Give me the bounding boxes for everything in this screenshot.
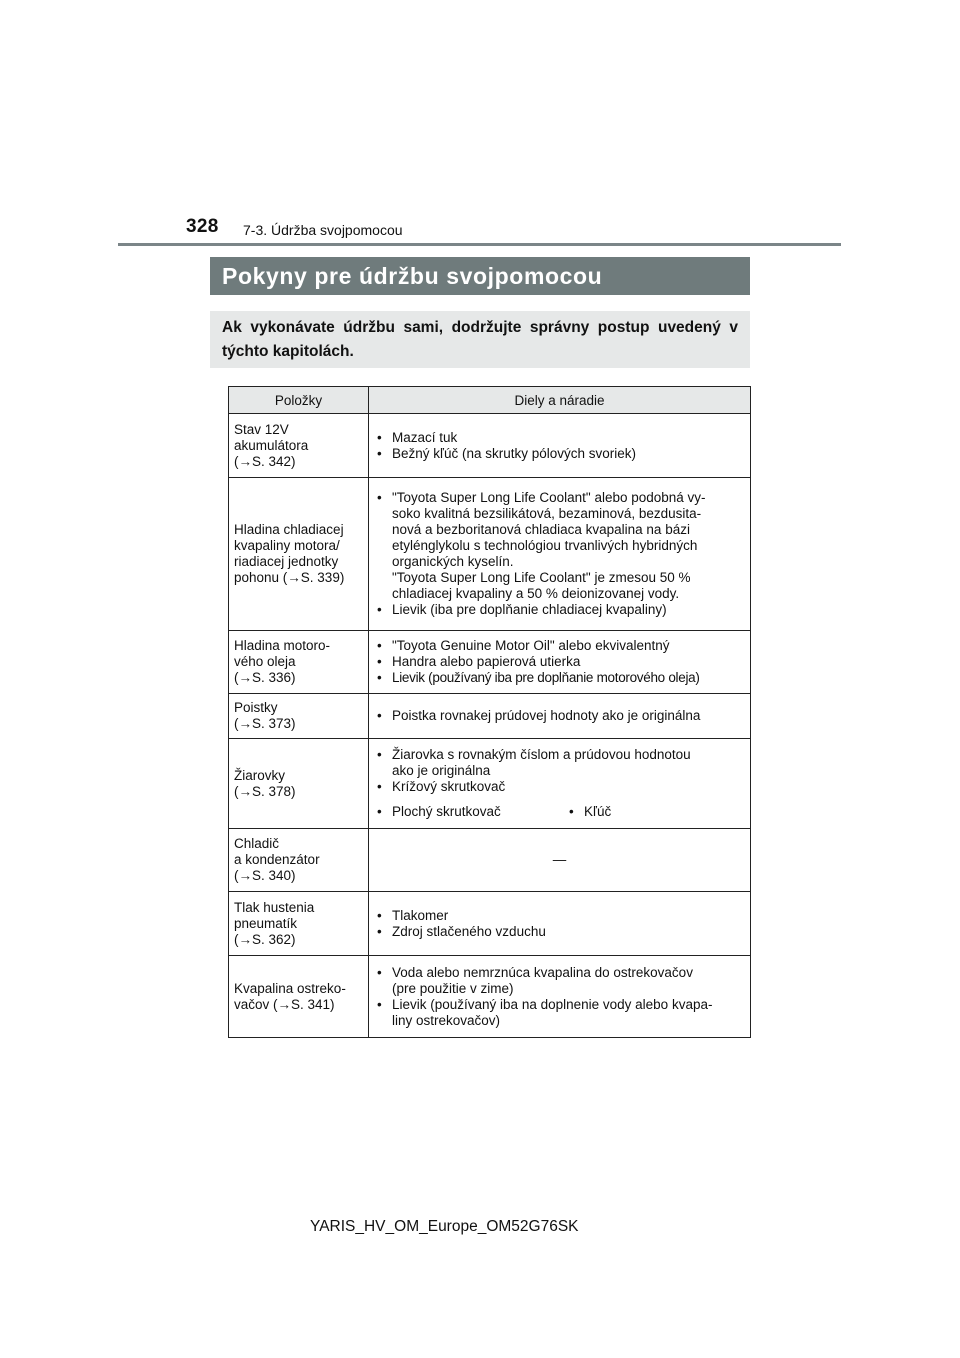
table-row bbox=[229, 739, 751, 829]
item-line: (→S. 342) bbox=[234, 453, 296, 469]
item-cell bbox=[229, 414, 369, 478]
list-item: • Tlakomer bbox=[377, 908, 748, 924]
page-number: 328 bbox=[186, 216, 219, 237]
table-row bbox=[229, 414, 751, 478]
section-title: 7-3. Údržba svojpomocou bbox=[243, 222, 403, 238]
text-line: • Voda alebo nemrznúca kvapalina do ostrekovačov bbox=[392, 964, 693, 980]
item-cell bbox=[229, 829, 369, 892]
list-item: • Zdroj stlačeného vzduchu bbox=[377, 924, 748, 940]
col-header-items: Položky bbox=[229, 387, 369, 414]
item-line: pneumatík bbox=[234, 915, 298, 931]
text-line: etylénglykolu s technológiou trvanlivých hybridných bbox=[392, 538, 698, 553]
list-item: • Kľúč bbox=[569, 804, 611, 820]
document-code-footer: YARIS_HV_OM_Europe_OM52G76SK bbox=[310, 1218, 579, 1235]
item-line: (→S. 373) bbox=[234, 716, 296, 731]
page-title-banner: Pokyny pre údržbu svojpomocou bbox=[210, 257, 750, 295]
parts-cell bbox=[369, 694, 751, 739]
list-item: • Lievik (iba pre doplňanie chladiacej kvapaliny) bbox=[377, 602, 748, 618]
item-line: Hladina chladiacej bbox=[234, 522, 344, 537]
intro-box: Ak vykonávate údržbu sami, dodržujte správny postup uvedený v týchto kapitolách. bbox=[210, 311, 750, 368]
item-line: Hladina motoro- bbox=[234, 638, 331, 653]
text-line: • "Toyota Super Long Life Coolant" alebo podobná vy- bbox=[392, 490, 706, 505]
parts-cell bbox=[369, 478, 751, 631]
item-cell bbox=[229, 631, 369, 694]
item-line: Stav 12V bbox=[234, 421, 289, 437]
table-row bbox=[229, 478, 751, 631]
item-cell bbox=[229, 739, 369, 829]
maintenance-table bbox=[228, 386, 751, 1038]
item-cell bbox=[229, 478, 369, 631]
item-line: (→S. 340) bbox=[234, 868, 296, 883]
list-item: • "Toyota Genuine Motor Oil" alebo ekvivalentný bbox=[377, 638, 748, 654]
text-line: (pre použitie v zime) bbox=[392, 980, 514, 996]
list-item bbox=[377, 965, 748, 997]
list-item: • Krížový skrutkovač bbox=[377, 779, 748, 795]
col-header-parts: Diely a náradie bbox=[369, 387, 751, 414]
text-line: nová a bezboritanová chladiaca kvapalina na bázi bbox=[392, 522, 690, 537]
item-line: akumulátora bbox=[234, 437, 309, 453]
list-item: • Plochý skrutkovač bbox=[377, 804, 569, 820]
item-line: (→S. 336) bbox=[234, 670, 296, 685]
item-cell bbox=[229, 956, 369, 1038]
text-line: • Žiarovka s rovnakým číslom a prúdovou hodnotou bbox=[392, 747, 691, 762]
text-line: • Lievik (používaný iba na doplnenie vody alebo kvapa- bbox=[392, 996, 713, 1012]
item-line: (→S. 378) bbox=[234, 783, 296, 799]
parts-cell-empty bbox=[369, 829, 751, 892]
item-line: Chladič bbox=[234, 836, 280, 851]
parts-cell bbox=[369, 739, 751, 829]
item-line: riadiacej jednotky bbox=[234, 554, 339, 569]
item-line: Tlak hustenia bbox=[234, 899, 315, 915]
item-line: pohonu (→S. 339) bbox=[234, 570, 345, 585]
list-item: • Lievik (používaný iba pre doplňanie motorového oleja) bbox=[377, 670, 748, 686]
table-row bbox=[229, 829, 751, 892]
list-item bbox=[377, 490, 748, 602]
item-line: Poistky bbox=[234, 700, 278, 715]
table-header-row bbox=[229, 387, 751, 414]
item-line: (→S. 362) bbox=[234, 931, 296, 947]
item-line: Žiarovky bbox=[234, 767, 286, 783]
parts-cell bbox=[369, 956, 751, 1038]
item-line: vého oleja bbox=[234, 654, 296, 669]
text-line: organických kyselín. bbox=[392, 554, 514, 569]
list-item bbox=[377, 997, 748, 1029]
list-item: • Mazací tuk bbox=[377, 430, 748, 446]
list-item: • Poistka rovnakej prúdovej hodnoty ako je originálna bbox=[377, 708, 748, 724]
item-line: a kondenzátor bbox=[234, 852, 320, 867]
em-dash: — bbox=[552, 852, 567, 867]
list-item: • Handra alebo papierová utierka bbox=[377, 654, 748, 670]
item-cell bbox=[229, 892, 369, 956]
parts-cell bbox=[369, 631, 751, 694]
item-line: kvapaliny motora/ bbox=[234, 538, 340, 553]
parts-cell bbox=[369, 892, 751, 956]
table-row bbox=[229, 892, 751, 956]
text-line: liny ostrekovačov) bbox=[392, 1012, 501, 1028]
table-row bbox=[229, 956, 751, 1038]
parts-cell bbox=[369, 414, 751, 478]
item-line: Kvapalina ostreko- bbox=[234, 980, 346, 996]
text-line: chladiacej kvapaliny a 50 % deionizovanej vody. bbox=[392, 586, 680, 601]
header-rule bbox=[118, 243, 841, 246]
table-row bbox=[229, 694, 751, 739]
item-cell bbox=[229, 694, 369, 739]
text-line: soko kvalitná bezsilikátová, bezaminová, bezdusita- bbox=[392, 506, 702, 521]
item-line: vačov (→S. 341) bbox=[234, 996, 335, 1012]
text-line: ako je originálna bbox=[392, 763, 491, 778]
list-item bbox=[377, 747, 748, 779]
text-line: "Toyota Super Long Life Coolant" je zmesou 50 % bbox=[392, 570, 691, 585]
table-row bbox=[229, 631, 751, 694]
tool-pair-row bbox=[377, 804, 748, 820]
list-item: • Bežný kľúč (na skrutky pólových svoriek) bbox=[377, 446, 748, 462]
